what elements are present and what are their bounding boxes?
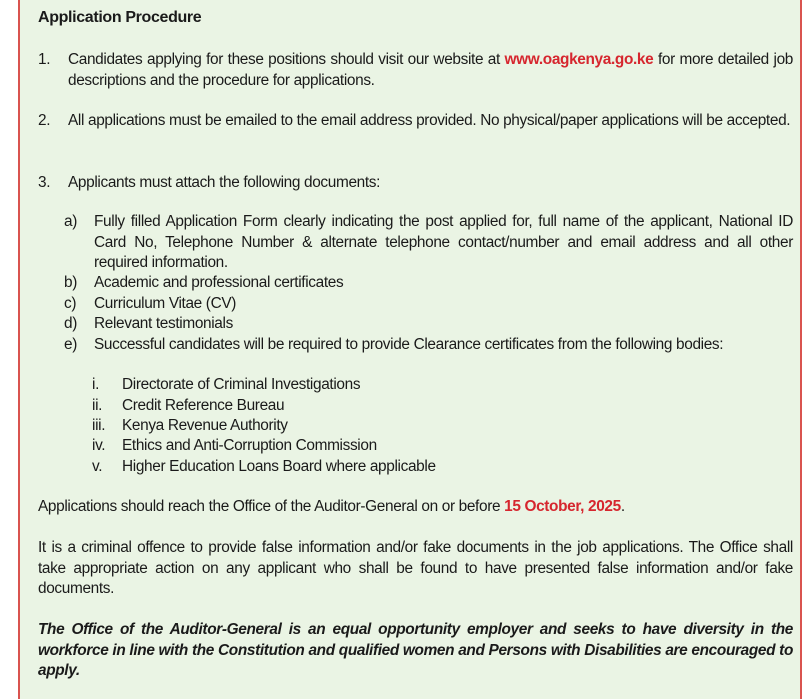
warning-paragraph: It is a criminal offence to provide false information and/or fake documents in the job applications. The Office shall take appropriate action on any applicant who shall be found to have presented false information and/or fake documents. — [38, 539, 793, 597]
deadline-paragraph — [38, 497, 793, 518]
body-item: Directorate of Criminal Investigations — [122, 376, 361, 393]
document-label: e) — [64, 336, 77, 353]
document-item: Fully filled Application Form clearly indicating the post applied for, full name of the applicant, National ID Card No, Telephone Number & alternate telephone contact/number and email address and all other required information. — [94, 213, 793, 271]
body-item: Credit Reference Bureau — [122, 397, 285, 414]
item-1-pre: Candidates applying for these positions should visit our website at — [68, 51, 505, 68]
body-item: Kenya Revenue Authority — [122, 417, 288, 434]
document-label: c) — [64, 295, 77, 312]
item-number: 2. — [38, 112, 51, 129]
document-item: Curriculum Vitae (CV) — [94, 295, 237, 312]
deadline-pre: Applications should reach the Office of the Auditor-General on or before — [38, 498, 505, 515]
body-label: iv. — [92, 437, 106, 454]
document-label: a) — [64, 213, 77, 230]
item-number: 3. — [38, 174, 51, 191]
body-item: Higher Education Loans Board where applicable — [122, 458, 436, 475]
item-1-text — [68, 50, 793, 91]
application-procedure-panel — [18, 0, 802, 699]
equal-opportunity-statement: The Office of the Auditor-General is an equal opportunity employer and seeks to have diversity in the workforce in line with the Constitution and qualified women and Persons with Disabilities are encouraged to apply. — [38, 621, 793, 679]
body-label: v. — [92, 458, 103, 475]
body-label: iii. — [92, 417, 106, 434]
deadline-date: 15 October, 2025 — [504, 498, 621, 515]
item-1-post: for more detailed job descriptions and the procedure for applications. — [68, 51, 793, 89]
body-item: Ethics and Anti-Corruption Commission — [122, 437, 377, 454]
body-label: i. — [92, 376, 99, 393]
website-link[interactable]: www.oagkenya.go.ke — [504, 51, 654, 68]
item-2-text: All applications must be emailed to the email address provided. No physical/paper applications will be accepted. — [68, 112, 791, 129]
document-item: Relevant testimonials — [94, 315, 233, 332]
document-label: b) — [64, 274, 77, 291]
document-item: Successful candidates will be required to provide Clearance certificates from the following bodies: — [94, 336, 724, 353]
item-3-text: Applicants must attach the following documents: — [68, 174, 381, 191]
document-item: Academic and professional certificates — [94, 274, 344, 291]
deadline-post: . — [620, 498, 625, 515]
section-heading: Application Procedure — [38, 9, 202, 26]
item-number: 1. — [38, 51, 51, 68]
document-label: d) — [64, 315, 77, 332]
body-label: ii. — [92, 397, 103, 414]
